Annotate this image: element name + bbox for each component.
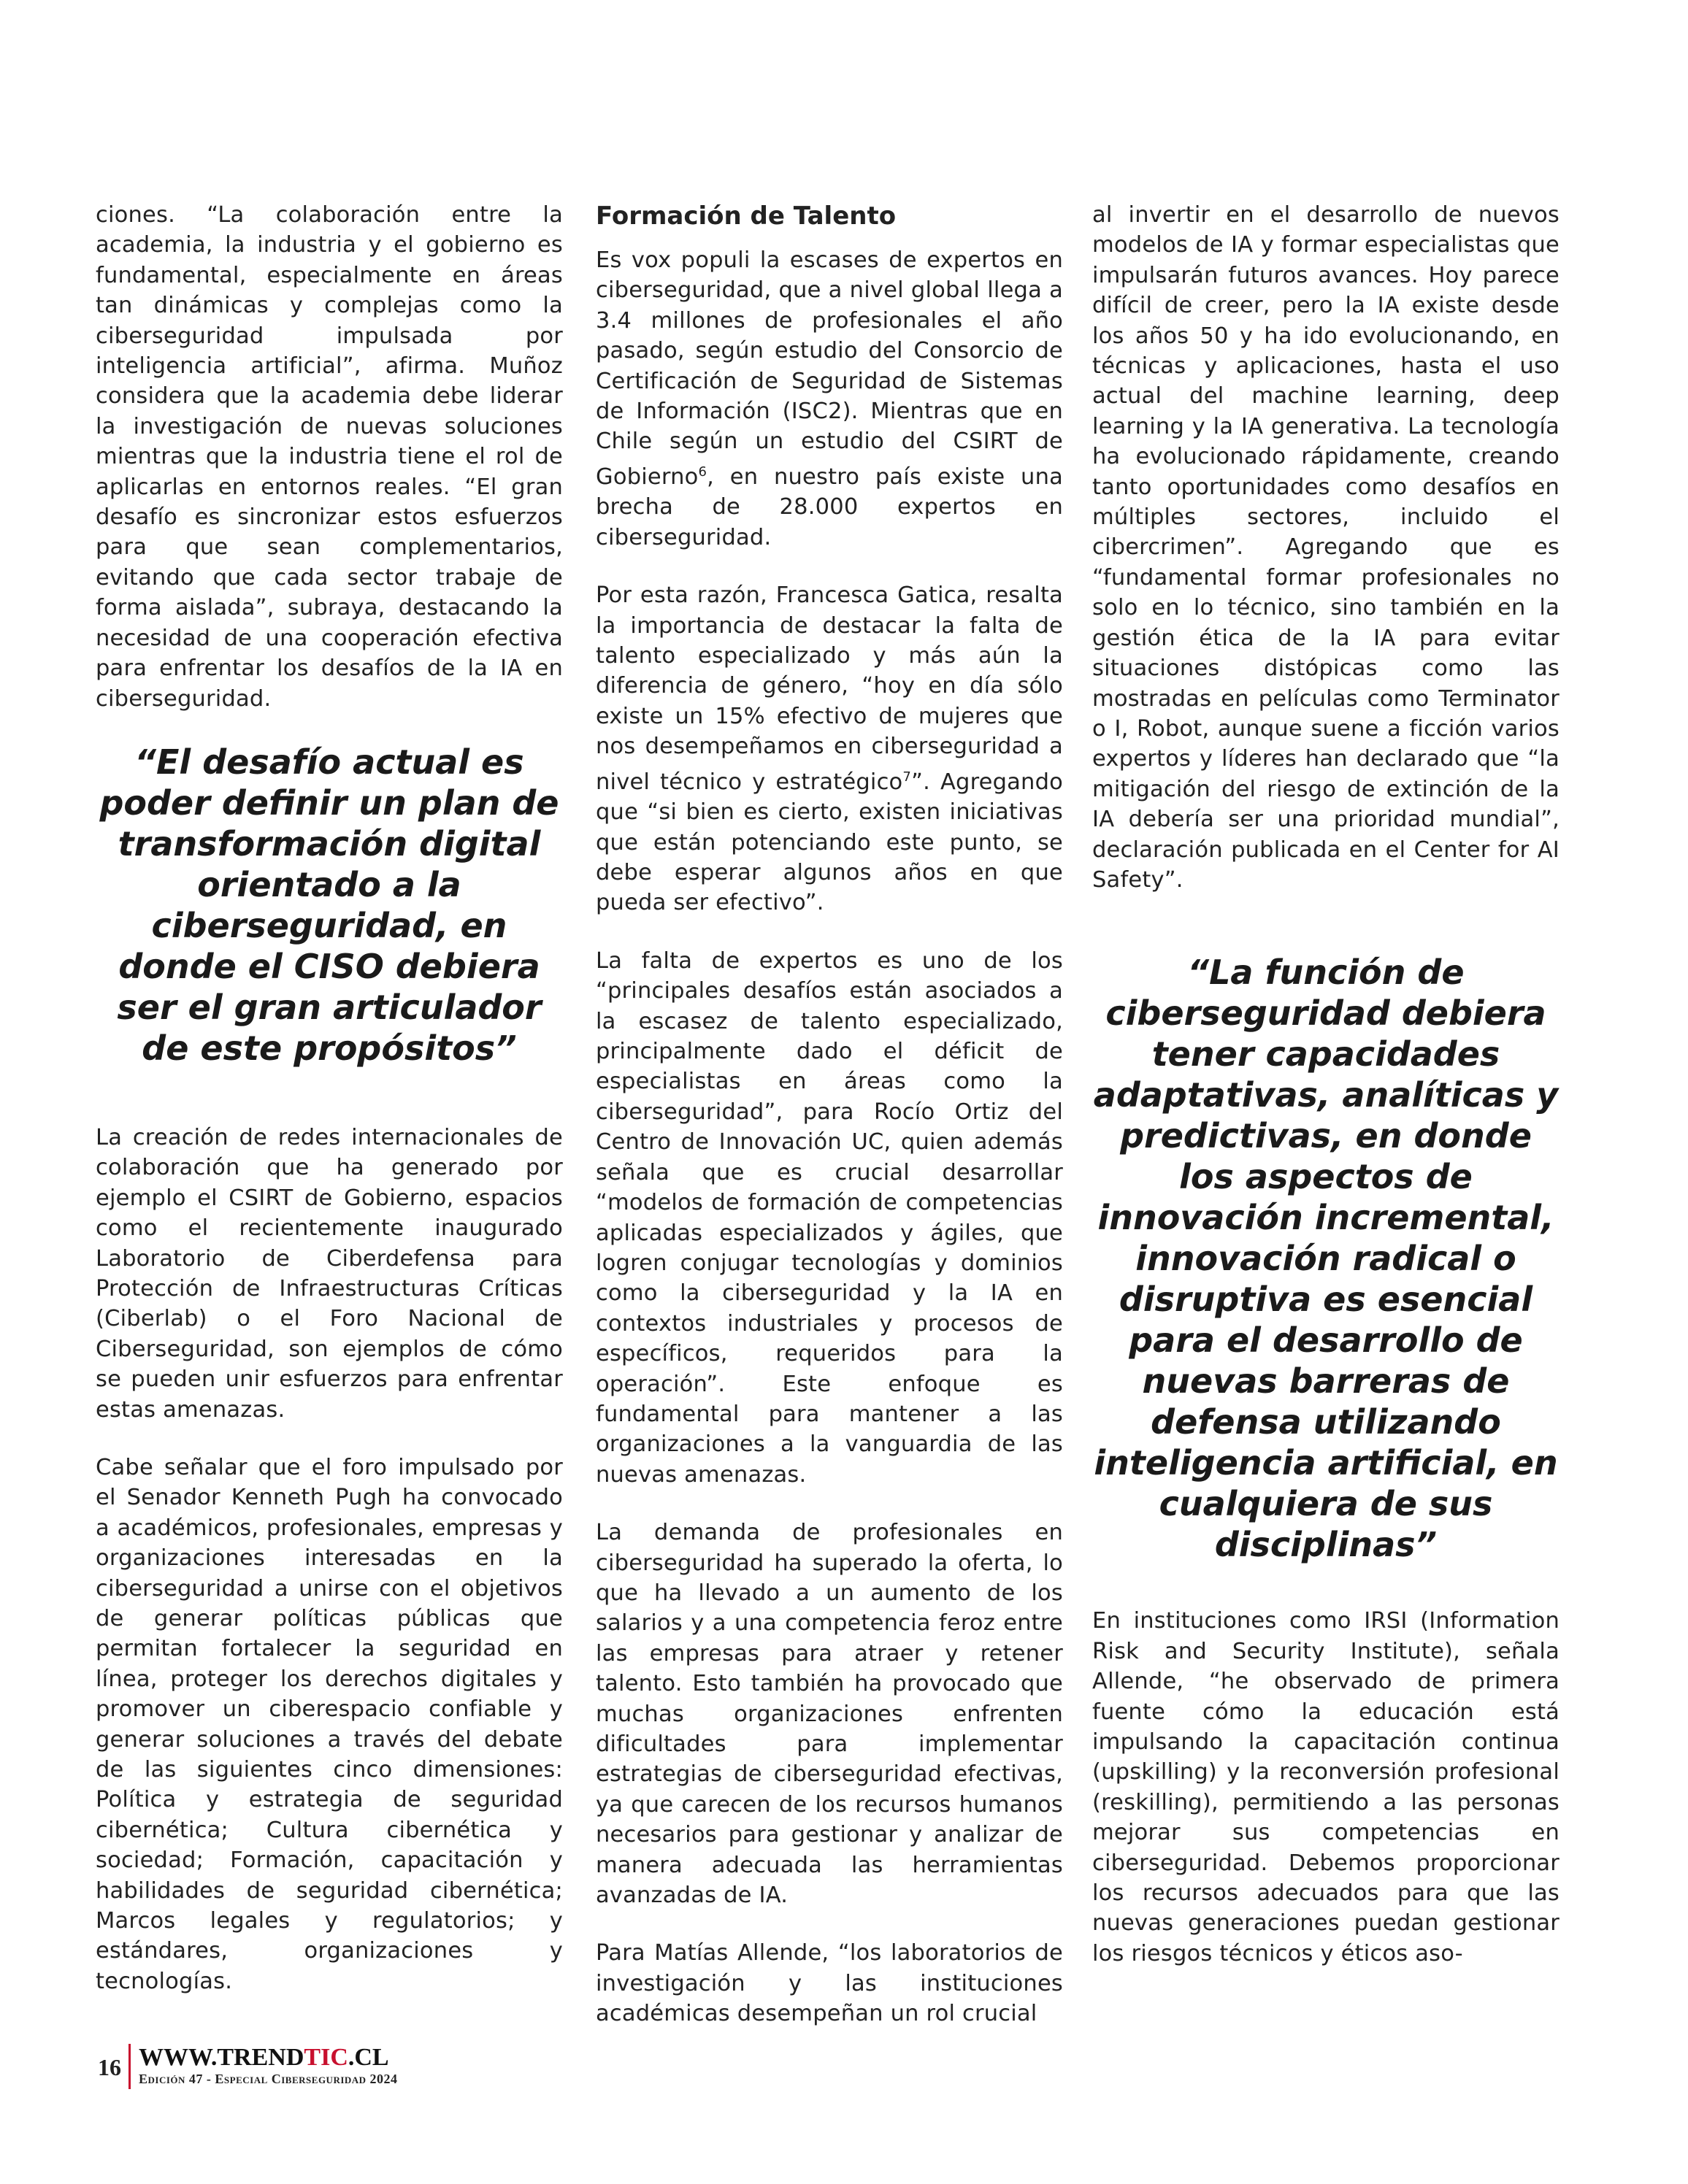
- col2-paragraph-4: La demanda de profesionales en ciberseguridad ha superado la oferta, lo que ha llevado a un aumento de los salarios y a una competencia feroz entre las empresas para atraer y retener talento. Esto también ha provocado que muchas organizaciones enfrenten dificultades para implementar estrategias de ciberseguridad efectivas, ya que carecen de los recursos humanos necesarios para gestionar y analizar de manera adecuada las herramientas avanzadas de IA.: [596, 1520, 1063, 1909]
- column-3: [1092, 200, 1560, 1996]
- col3-paragraph-2: En instituciones como IRSI (Information Risk and Security Institute), señala Allende, “he observado de primera fuente cómo la educación está impulsando la capacitación continua (upskilling) y la reconversión profesional (reskilling), permitiendo a las personas mejorar sus competencias en ciberseguridad. Debemos proporcionar los recursos adecuados para que las nuevas generaciones puedan gestionar los riesgos técnicos y éticos aso-: [1092, 1608, 1560, 1966]
- col3-paragraph-1: al invertir en el desarrollo de nuevos modelos de IA y formar especialistas que impulsarán futuros avances. Hoy parece difícil de creer, pero la IA existe desde los años 50 y ha ido evolucionando, en técnicas y aplicaciones, hasta el uso actual del machine learning, deep learning y la IA generativa. La tecnología ha evolucionado rápidamente, creando tanto oportunidades como desafíos en múltiples sectores, incluido el cibercrimen”. Agregando que es “fundamental formar profesionales no solo en lo técnico, sino también en la gestión ética de la IA para evitar situaciones distópicas como las mostradas en películas como Terminator o I, Robot, aunque suene a ficción varios expertos y líderes han declarado que “la mitigación del riesgo de extinción de la IA debería ser una prioridad mundial”, declaración publicada en el Center for AI Safety”.: [1092, 202, 1560, 893]
- col2-p2-text-a: Por esta razón, Francesca Gatica, resalta la importancia de destacar la falta de talento especializado y más aún la diferencia de género, “hoy en día sólo existe un 15% efectivo de mujeres que nos desempeñamos en ciberseguridad a nivel técnico y estratégico: [596, 582, 1063, 795]
- col2-p2-text-b: ”. Agregando que “si bien es cierto, existen iniciativas que están potenciando este punto, se debe esperar algunos años en que pueda ser efectivo”.: [596, 769, 1064, 916]
- col2-p1-text-a: Es vox populi la escases de expertos en ciberseguridad, que a nivel global llega a 3.4 millones de profesionales el año pasado, según estudio del Consorcio de Certificación de Seguridad de Sistemas de Información (ISC2). Mientras que en Chile según un estudio del CSIRT de Gobierno: [596, 247, 1063, 490]
- footnote-ref-6: 6: [698, 464, 707, 480]
- column-1: [96, 200, 563, 2024]
- site-url-highlight: TIC: [304, 2044, 348, 2071]
- col1-paragraph-2: La creación de redes internacionales de colaboración que ha generado por ejemplo el CSIRT de Gobierno, espacios como el recientemente inaugurado Laboratorio de Ciberdefensa para Protección de Infraestructuras Críticas (Ciberlab) o el Foro Nacional de Ciberseguridad, son ejemplos de cómo se pueden unir esfuerzos para enfrentar estas amenazas.: [96, 1124, 563, 1423]
- site-url-prefix: WWW.TREND: [139, 2044, 304, 2071]
- col2-paragraph-5: Para Matías Allende, “los laboratorios de investigación y las instituciones académicas desempeñan un rol crucial: [596, 1940, 1063, 2027]
- footer-divider: [128, 2044, 131, 2089]
- col2-paragraph-2: [596, 580, 1063, 918]
- col1-paragraph-3: Cabe señalar que el foro impulsado por el Senador Kenneth Pugh ha convocado a académicos, profesionales, empresas y organizaciones interesadas en la ciberseguridad a unirse con el objetivos de generar políticas públicas que permitan fortalecer la seguridad en línea, proteger los derechos digitales y promover un ciberespacio confiable y generar soluciones a través del debate de las siguientes cinco dimensiones: Política y estrategia de seguridad cibernética; Cultura cibernética y sociedad; Formación, capacitación y habilidades de seguridad cibernética; Marcos legales y regulatorios; y estándares, organizaciones y tecnologías.: [96, 1454, 563, 1994]
- site-url: [139, 2044, 389, 2072]
- col2-paragraph-3: La falta de expertos es uno de los “principales desafíos están asociados a la escasez de talento especializado, principalmente dado el déficit de especialistas en áreas como la ciberseguridad”, para Rocío Ortiz del Centro de Innovación UC, quien además señala que es crucial desarrollar “modelos de formación de competencias aplicadas especializados y ágiles, que logren conjugar tecnologías y dominios como la ciberseguridad y la IA en contextos industriales y procesos de específicos, requeridos para la operación”. Este enfoque es fundamental para mantener a las organizaciones a la vanguardia de las nuevas amenazas.: [596, 947, 1063, 1488]
- edition-label: Edición 47 - Especial Ciberseguridad 2024: [139, 2072, 398, 2086]
- column-2: [596, 200, 1063, 2057]
- col2-p1-text-b: , en nuestro país existe una brecha de 28.000 expertos en ciberseguridad.: [596, 464, 1063, 550]
- page-number: 16: [98, 2054, 121, 2080]
- pull-quote-2: “La función de ciberseguridad debiera tener capacidades adaptativas, analíticas y predictivas, en donde los aspectos de innovación incremental, innovación radical o disruptiva es esencial para el desarrollo de nuevas barreras de defensa utilizando inteligencia artificial, en cualquiera de sus disciplinas”: [1093, 953, 1559, 1565]
- col1-paragraph-1: ciones. “La colaboración entre la academia, la industria y el gobierno es fundamental, especialmente en áreas tan dinámicas y complejas como la ciberseguridad impulsada por inteligencia artificial”, afirma. Muñoz considera que la academia debe liderar la investigación de nuevas soluciones mientras que la industria tiene el rol de aplicarlas en entornos reales. “El gran desafío es sincronizar estos esfuerzos para que sean complementarios, evitando que cada sector trabaje de forma aislada”, subraya, destacando la necesidad de una cooperación efectiva para enfrentar los desafíos de la IA en ciberseguridad.: [96, 202, 563, 712]
- col2-paragraph-1: [596, 245, 1063, 553]
- section-heading: Formación de Talento: [596, 201, 897, 231]
- pull-quote-1: “El desafío actual es poder definir un plan de transformación digital orientado a la ciberseguridad, en donde el CISO debiera ser el gran articulador de este propósitos”: [99, 742, 559, 1068]
- footnote-ref-7: 7: [902, 769, 912, 785]
- site-url-suffix: .CL: [348, 2044, 389, 2071]
